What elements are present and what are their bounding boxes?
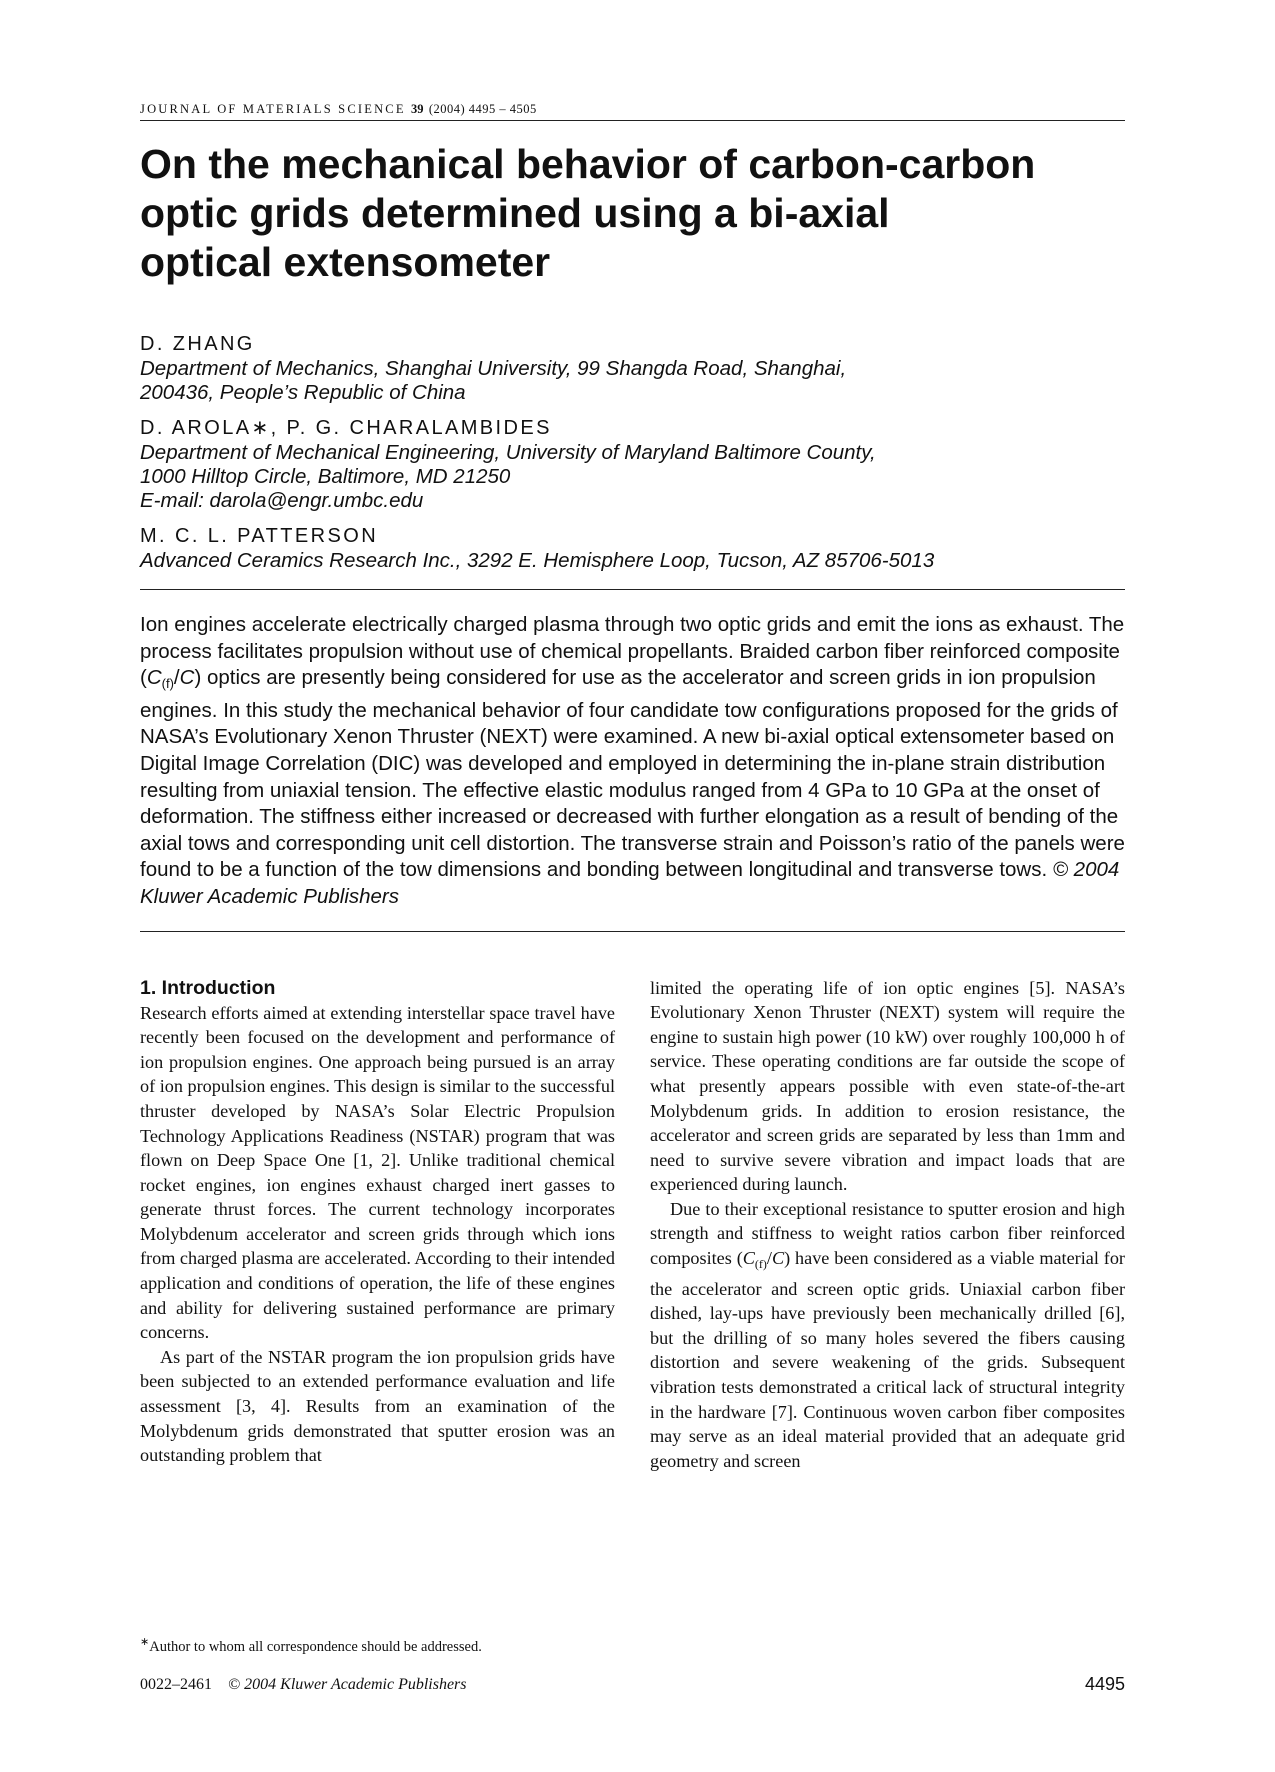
symbol-slash: / bbox=[766, 1248, 772, 1269]
author-name: D. ZHANG bbox=[140, 333, 255, 355]
author-block bbox=[140, 415, 1125, 513]
paragraph: As part of the NSTAR program the ion propulsion grids have been subjected to an extended performance evaluation and life assessment [3, 4]. Results from an examination of the Molybdenum grids demonstrated that sputter erosion was an outstanding problem that bbox=[140, 1346, 615, 1466]
journal-name: JOURNAL OF MATERIALS SCIENCE bbox=[140, 102, 406, 116]
author-name: D. AROLA∗, P. G. CHARALAMBIDES bbox=[140, 417, 552, 439]
abstract-text-part-1: Ion engines accelerate electrically charged plasma through two optic grids and emit the ions as exhaust. The process facilitates propulsion without use of chemical propellants. Braided carbon fiber reinforced composite ( bbox=[140, 613, 1125, 690]
symbol-c2: C bbox=[771, 1248, 785, 1269]
author-affiliation-line: Advanced Ceramics Research Inc., 3292 E. Hemisphere Loop, Tucson, AZ 85706-5013 bbox=[140, 549, 935, 572]
author-list bbox=[140, 331, 1125, 573]
symbol-c: C bbox=[742, 1248, 755, 1269]
author-affiliation-line: 1000 Hilltop Circle, Baltimore, MD 21250 bbox=[140, 465, 511, 488]
footnote-text: Author to whom all correspondence should be addressed. bbox=[149, 1638, 482, 1655]
paragraph-part-2: ) have been considered as a viable material for the accelerator and screen optic grids. Uniaxial carbon fiber dished, lay-ups have previously been mechanically drilled [6], but the drilling of so many holes severed the fibers causing distortion and severe weakening of the grids. Subsequent vibration tests demonstrated a critical lack of structural integrity in the hardware [7]. Continuous woven carbon fiber composites may serve as an ideal material provided that an adequate grid geometry and screen bbox=[650, 1248, 1125, 1471]
author-block bbox=[140, 523, 1125, 573]
footer-left bbox=[140, 1676, 467, 1694]
left-column bbox=[140, 976, 615, 1474]
journal-volume: 39 bbox=[411, 102, 424, 116]
author-affiliation-line: 200436, People’s Republic of China bbox=[140, 381, 466, 404]
author-block bbox=[140, 331, 1125, 405]
abstract bbox=[140, 590, 1125, 931]
running-head bbox=[140, 100, 1125, 121]
author-name: M. C. L. PATTERSON bbox=[140, 525, 379, 547]
abstract-copyright: © 2004 Kluwer Academic Publishers bbox=[140, 858, 1120, 908]
title-line-3: optical extensometer bbox=[140, 239, 551, 285]
symbol-subscript: (f) bbox=[754, 1257, 767, 1272]
author-affiliation-line: Department of Mechanics, Shanghai University, 99 Shangda Road, Shanghai, bbox=[140, 357, 847, 380]
footer-issn: 0022–2461 bbox=[140, 1676, 212, 1693]
abstract-symbol-c: C bbox=[146, 666, 162, 690]
abstract-symbol-subscript: (f) bbox=[161, 676, 174, 692]
abstract-text-part-2: ) optics are presently being considered for use as the accelerator and screen grids in ion propulsion engines. In this study the mechanical behavior of four candidate tow configurations proposed for the grids of NASA’s Evolutionary Xenon Thruster (NEXT) were examined. A new bi-axial optical extensometer based on Digital Image Correlation (DIC) was developed and employed in determining the in-plane strain distribution resulting from uniaxial tension. The effective elastic modulus ranged from 4 GPa to 10 GPa at the onset of deformation. The stiffness either increased or decreased with further elongation as a result of bending of the axial tows and corresponding unit cell distortion. The transverse strain and Poisson’s ratio of the panels were found to be a function of the tow dimensions and bonding between longitudinal and transverse tows. bbox=[140, 666, 1125, 882]
abstract-symbol-c2: C bbox=[179, 666, 195, 690]
paragraph: Research efforts aimed at extending interstellar space travel have recently been focused on the development and performance of ion propulsion engines. One approach being pursued is an array of ion propulsion engines. This design is similar to the successful thruster developed by NASA’s Solar Electric Propulsion Technology Applications Readiness (NSTAR) program that was flown on Deep Space One [1, 2]. Unlike traditional chemical rocket engines, ion engines exhaust charged inert gasses to generate thrust forces. The current technology incorporates Molybdenum accelerator and screen grids through which ions from charged plasma are accelerated. According to their intended application and conditions of operation, the life of these engines and ability for delivering sustained performance are primary concerns. bbox=[140, 1002, 616, 1343]
paragraph: limited the operating life of ion optic engines [5]. NASA’s Evolutionary Xenon Thruster (NEXT) system will require the engine to sustain high power (10 kW) over roughly 100,000 h of service. These operating conditions are far outside the scope of what presently appears possible with even state-of-the-art Molybdenum grids. In addition to erosion resistance, the accelerator and screen grids are separated by less than 1mm and need to survive severe vibration and impact loads that are experienced during launch. bbox=[650, 977, 1125, 1195]
paragraph bbox=[650, 1197, 1125, 1474]
body-columns bbox=[140, 976, 1125, 1474]
page-number: 4495 bbox=[1084, 1674, 1125, 1694]
footer-copyright: © 2004 Kluwer Academic Publishers bbox=[228, 1676, 467, 1693]
author-email: E-mail: darola@engr.umbc.edu bbox=[140, 489, 424, 512]
paper-title bbox=[140, 140, 1070, 287]
abstract-bottom-rule bbox=[140, 931, 1125, 932]
footnote bbox=[140, 1635, 482, 1656]
abstract-symbol-slash: / bbox=[173, 666, 180, 690]
paragraph-part-1: Due to their exceptional resistance to sputter erosion and high strength and stiffness to weight ratios carbon fiber reinforced composites ( bbox=[650, 1198, 1125, 1269]
author-affiliation-line: Department of Mechanical Engineering, University of Maryland Baltimore County, bbox=[140, 441, 876, 464]
page-footer bbox=[140, 1676, 1125, 1700]
journal-year-pages: (2004) 4495 – 4505 bbox=[428, 102, 537, 116]
right-column bbox=[650, 976, 1125, 1474]
footnote-mark: ∗ bbox=[140, 1636, 150, 1648]
title-line-1: On the mechanical behavior of carbon-carbon bbox=[140, 141, 1036, 187]
title-line-2: optic grids determined using a bi-axial bbox=[140, 190, 890, 236]
paper-page bbox=[140, 100, 1125, 1473]
section-heading: 1. Introduction bbox=[140, 976, 276, 999]
